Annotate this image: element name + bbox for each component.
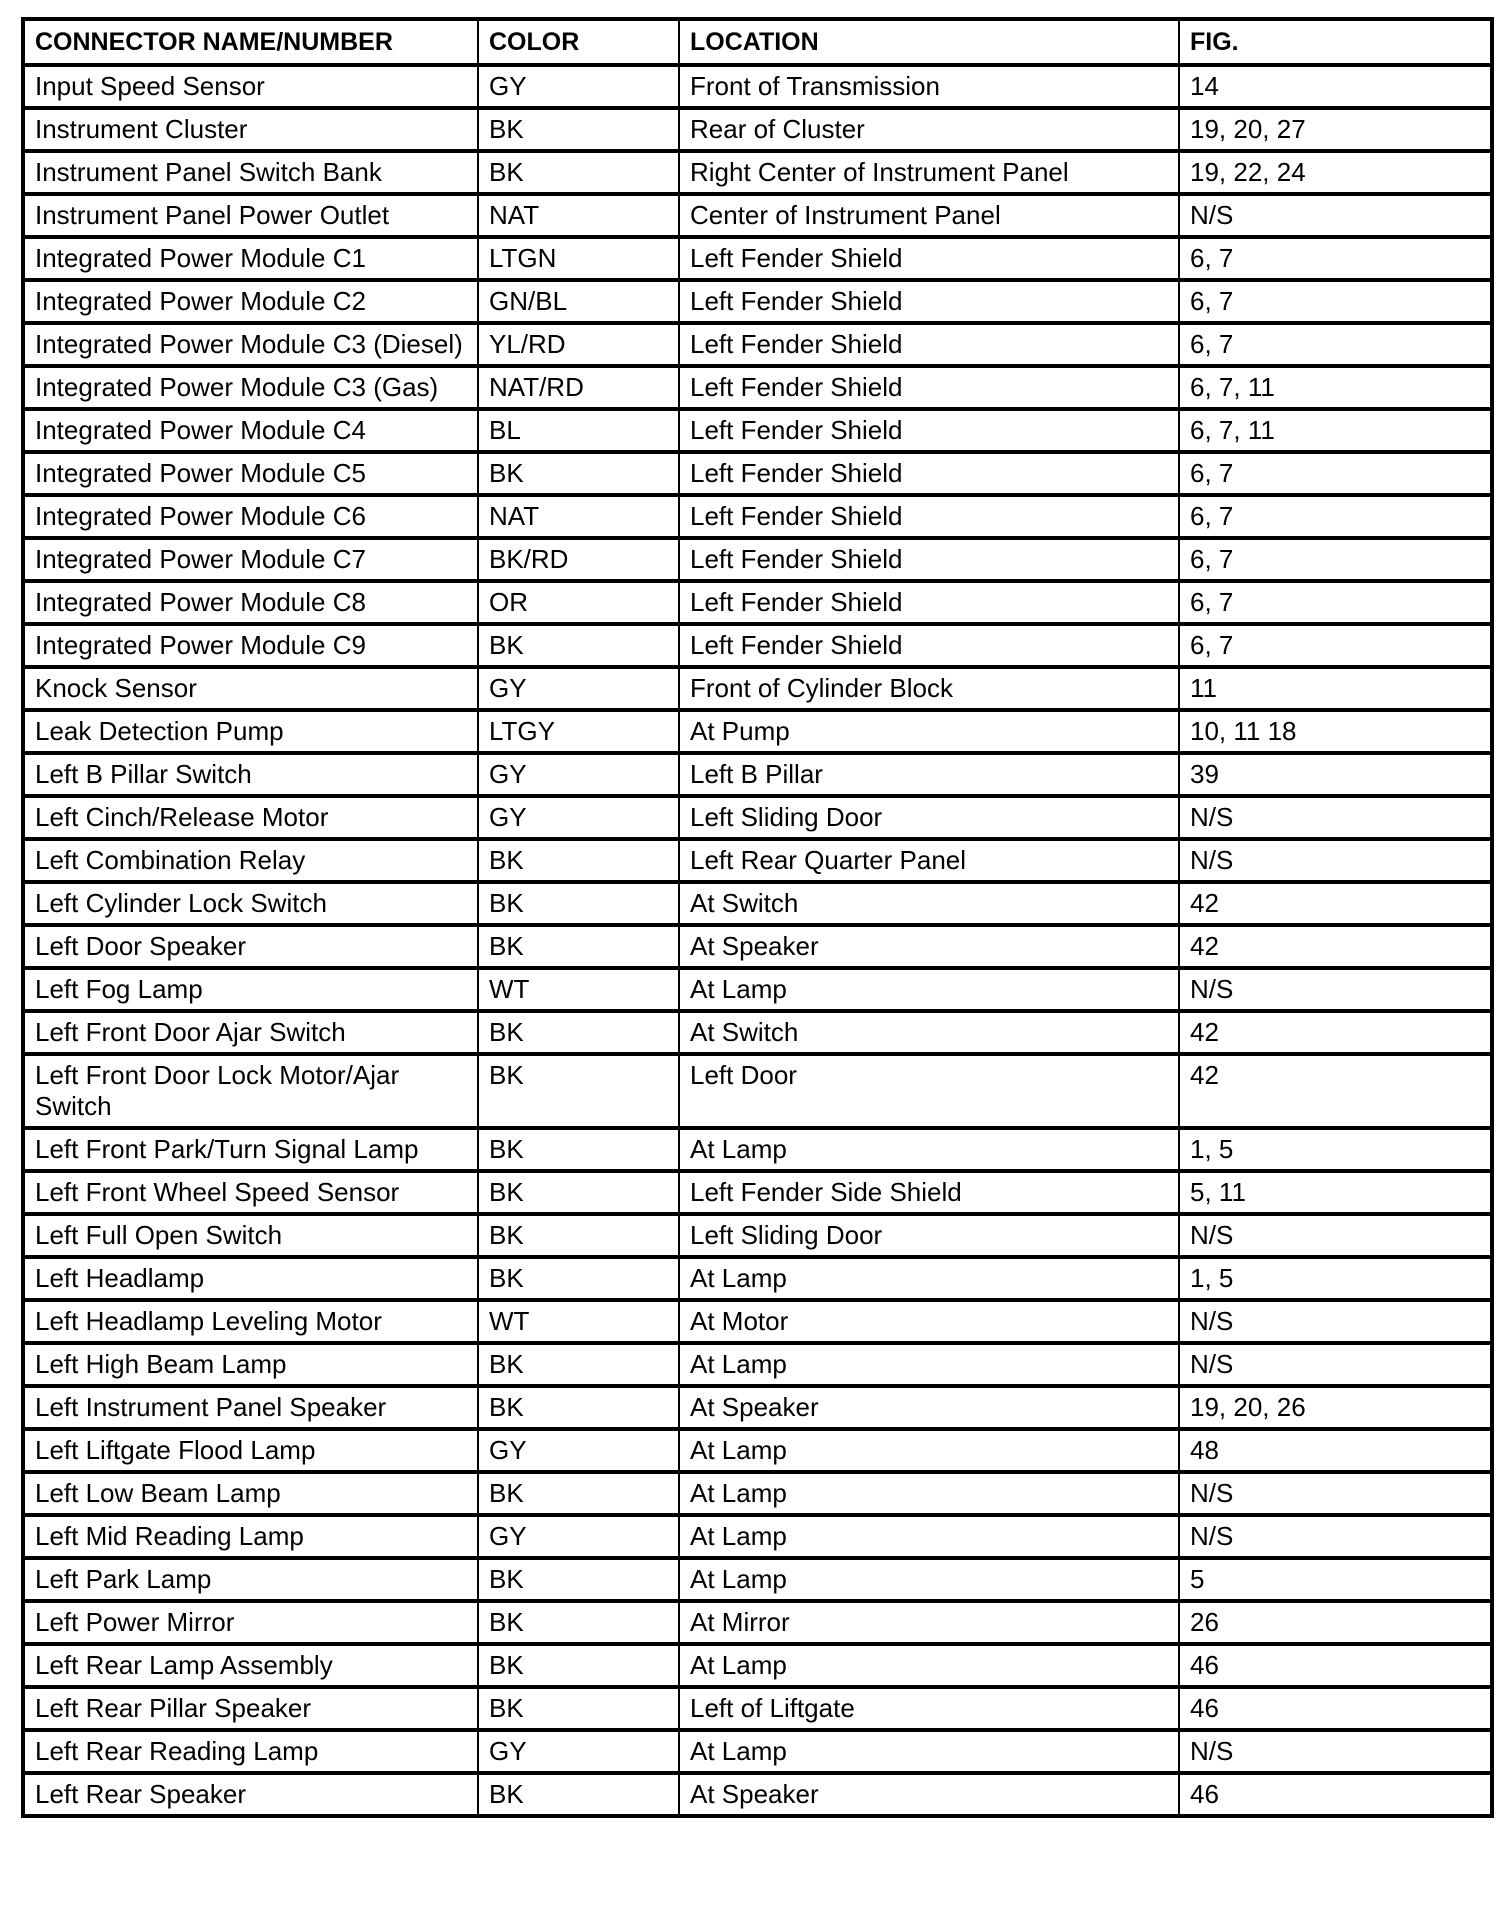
cell-connector-name: Left Door Speaker — [23, 925, 478, 968]
cell-fig: 5 — [1179, 1558, 1492, 1601]
cell-color: BL — [478, 409, 679, 452]
cell-location: At Mirror — [679, 1601, 1179, 1644]
table-row — [23, 108, 1492, 151]
table-row — [23, 753, 1492, 796]
cell-connector-name: Instrument Panel Switch Bank — [23, 151, 478, 194]
table-row — [23, 667, 1492, 710]
cell-connector-name: Knock Sensor — [23, 667, 478, 710]
cell-fig: N/S — [1179, 1730, 1492, 1773]
cell-fig: 1, 5 — [1179, 1128, 1492, 1171]
cell-connector-name: Left Rear Lamp Assembly — [23, 1644, 478, 1687]
cell-connector-name: Left Rear Pillar Speaker — [23, 1687, 478, 1730]
header-location: LOCATION — [679, 19, 1179, 65]
table-row — [23, 237, 1492, 280]
table-row — [23, 1214, 1492, 1257]
cell-connector-name: Integrated Power Module C5 — [23, 452, 478, 495]
table-row — [23, 1343, 1492, 1386]
cell-location: At Lamp — [679, 1730, 1179, 1773]
cell-location: At Lamp — [679, 968, 1179, 1011]
cell-location: At Lamp — [679, 1128, 1179, 1171]
cell-connector-name: Integrated Power Module C6 — [23, 495, 478, 538]
cell-connector-name: Left Fog Lamp — [23, 968, 478, 1011]
cell-connector-name: Left Instrument Panel Speaker — [23, 1386, 478, 1429]
cell-fig: 19, 20, 27 — [1179, 108, 1492, 151]
cell-color: BK — [478, 1128, 679, 1171]
cell-location: Left Fender Shield — [679, 366, 1179, 409]
cell-color: NAT/RD — [478, 366, 679, 409]
cell-location: At Lamp — [679, 1257, 1179, 1300]
cell-color: BK — [478, 925, 679, 968]
cell-fig: 26 — [1179, 1601, 1492, 1644]
cell-fig: 39 — [1179, 753, 1492, 796]
table-row — [23, 65, 1492, 108]
cell-connector-name: Left Cinch/Release Motor — [23, 796, 478, 839]
cell-fig: 6, 7 — [1179, 280, 1492, 323]
cell-color: BK — [478, 1011, 679, 1054]
cell-connector-name: Integrated Power Module C1 — [23, 237, 478, 280]
cell-connector-name: Instrument Panel Power Outlet — [23, 194, 478, 237]
cell-location: Left Rear Quarter Panel — [679, 839, 1179, 882]
cell-location: At Switch — [679, 1011, 1179, 1054]
cell-connector-name: Left Front Park/Turn Signal Lamp — [23, 1128, 478, 1171]
cell-color: BK — [478, 1472, 679, 1515]
cell-location: At Lamp — [679, 1558, 1179, 1601]
cell-location: Left Fender Shield — [679, 280, 1179, 323]
cell-fig: N/S — [1179, 1343, 1492, 1386]
table-row — [23, 1558, 1492, 1601]
cell-location: At Switch — [679, 882, 1179, 925]
cell-connector-name: Integrated Power Module C9 — [23, 624, 478, 667]
cell-fig: N/S — [1179, 1300, 1492, 1343]
cell-fig: 46 — [1179, 1773, 1492, 1816]
cell-location: At Speaker — [679, 1386, 1179, 1429]
table-row — [23, 1429, 1492, 1472]
cell-color: NAT — [478, 495, 679, 538]
cell-fig: 6, 7, 11 — [1179, 409, 1492, 452]
cell-connector-name: Left Full Open Switch — [23, 1214, 478, 1257]
cell-connector-name: Left Combination Relay — [23, 839, 478, 882]
table-row — [23, 1730, 1492, 1773]
cell-location: At Speaker — [679, 925, 1179, 968]
table-row — [23, 1472, 1492, 1515]
cell-location: At Speaker — [679, 1773, 1179, 1816]
table-row — [23, 882, 1492, 925]
cell-connector-name: Integrated Power Module C3 (Gas) — [23, 366, 478, 409]
cell-fig: 19, 20, 26 — [1179, 1386, 1492, 1429]
cell-color: BK — [478, 1171, 679, 1214]
cell-fig: 1, 5 — [1179, 1257, 1492, 1300]
cell-color: BK — [478, 108, 679, 151]
table-row — [23, 151, 1492, 194]
cell-location: Left Fender Shield — [679, 409, 1179, 452]
cell-connector-name: Left Rear Speaker — [23, 1773, 478, 1816]
cell-location: Left of Liftgate — [679, 1687, 1179, 1730]
cell-location: Left Sliding Door — [679, 796, 1179, 839]
header-row — [23, 19, 1492, 65]
cell-color: BK — [478, 1601, 679, 1644]
cell-color: BK/RD — [478, 538, 679, 581]
cell-location: At Pump — [679, 710, 1179, 753]
table-row — [23, 1171, 1492, 1214]
cell-fig: 6, 7 — [1179, 624, 1492, 667]
cell-location: At Lamp — [679, 1472, 1179, 1515]
cell-location: Left Fender Side Shield — [679, 1171, 1179, 1214]
cell-connector-name: Input Speed Sensor — [23, 65, 478, 108]
cell-fig: 48 — [1179, 1429, 1492, 1472]
table-row — [23, 452, 1492, 495]
cell-fig: 6, 7 — [1179, 581, 1492, 624]
cell-fig: N/S — [1179, 796, 1492, 839]
cell-color: LTGN — [478, 237, 679, 280]
cell-connector-name: Left Park Lamp — [23, 1558, 478, 1601]
cell-location: Front of Transmission — [679, 65, 1179, 108]
header-fig: FIG. — [1179, 19, 1492, 65]
cell-connector-name: Left Power Mirror — [23, 1601, 478, 1644]
cell-fig: N/S — [1179, 839, 1492, 882]
cell-connector-name: Integrated Power Module C8 — [23, 581, 478, 624]
cell-fig: 6, 7 — [1179, 538, 1492, 581]
cell-fig: 10, 11 18 — [1179, 710, 1492, 753]
table-row — [23, 1386, 1492, 1429]
cell-connector-name: Left High Beam Lamp — [23, 1343, 478, 1386]
cell-connector-name: Left Headlamp Leveling Motor — [23, 1300, 478, 1343]
connector-table — [21, 17, 1494, 1818]
cell-fig: 6, 7 — [1179, 237, 1492, 280]
table-row — [23, 1601, 1492, 1644]
cell-location: Center of Instrument Panel — [679, 194, 1179, 237]
cell-fig: 6, 7 — [1179, 495, 1492, 538]
cell-color: GY — [478, 796, 679, 839]
cell-connector-name: Integrated Power Module C7 — [23, 538, 478, 581]
cell-color: OR — [478, 581, 679, 624]
cell-fig: 42 — [1179, 925, 1492, 968]
cell-color: BK — [478, 624, 679, 667]
cell-color: BK — [478, 839, 679, 882]
cell-color: BK — [478, 452, 679, 495]
cell-fig: 6, 7 — [1179, 323, 1492, 366]
cell-color: BK — [478, 1386, 679, 1429]
cell-connector-name: Left B Pillar Switch — [23, 753, 478, 796]
cell-color: GN/BL — [478, 280, 679, 323]
cell-fig: 46 — [1179, 1644, 1492, 1687]
table-row — [23, 710, 1492, 753]
cell-location: Left B Pillar — [679, 753, 1179, 796]
cell-fig: N/S — [1179, 968, 1492, 1011]
cell-fig: N/S — [1179, 194, 1492, 237]
cell-color: BK — [478, 882, 679, 925]
cell-fig: N/S — [1179, 1472, 1492, 1515]
header-color: COLOR — [478, 19, 679, 65]
cell-fig: 19, 22, 24 — [1179, 151, 1492, 194]
cell-color: BK — [478, 1257, 679, 1300]
cell-color: GY — [478, 1730, 679, 1773]
cell-location: At Lamp — [679, 1644, 1179, 1687]
table-row — [23, 1257, 1492, 1300]
cell-fig: 6, 7 — [1179, 452, 1492, 495]
cell-connector-name: Instrument Cluster — [23, 108, 478, 151]
cell-color: GY — [478, 753, 679, 796]
cell-connector-name: Left Cylinder Lock Switch — [23, 882, 478, 925]
cell-color: GY — [478, 65, 679, 108]
cell-connector-name: Integrated Power Module C3 (Diesel) — [23, 323, 478, 366]
cell-color: GY — [478, 667, 679, 710]
cell-color: BK — [478, 1644, 679, 1687]
cell-location: Rear of Cluster — [679, 108, 1179, 151]
cell-location: Left Fender Shield — [679, 495, 1179, 538]
table-row — [23, 194, 1492, 237]
table-row — [23, 1300, 1492, 1343]
table-row — [23, 1515, 1492, 1558]
table-row — [23, 538, 1492, 581]
cell-fig: 11 — [1179, 667, 1492, 710]
table-row — [23, 495, 1492, 538]
table-row — [23, 323, 1492, 366]
cell-fig: N/S — [1179, 1214, 1492, 1257]
cell-color: BK — [478, 1558, 679, 1601]
cell-location: Left Fender Shield — [679, 323, 1179, 366]
table-row — [23, 968, 1492, 1011]
cell-connector-name: Left Headlamp — [23, 1257, 478, 1300]
cell-fig: 42 — [1179, 882, 1492, 925]
cell-connector-name: Left Mid Reading Lamp — [23, 1515, 478, 1558]
cell-location: Left Fender Shield — [679, 538, 1179, 581]
cell-connector-name: Left Rear Reading Lamp — [23, 1730, 478, 1773]
table-row — [23, 1054, 1492, 1128]
cell-color: BK — [478, 1773, 679, 1816]
table-row — [23, 796, 1492, 839]
cell-connector-name: Left Front Door Ajar Switch — [23, 1011, 478, 1054]
cell-fig: 46 — [1179, 1687, 1492, 1730]
cell-location: At Lamp — [679, 1343, 1179, 1386]
cell-color: GY — [478, 1429, 679, 1472]
cell-location: At Motor — [679, 1300, 1179, 1343]
cell-location: Left Sliding Door — [679, 1214, 1179, 1257]
cell-fig: 14 — [1179, 65, 1492, 108]
cell-location: Left Door — [679, 1054, 1179, 1128]
cell-location: Left Fender Shield — [679, 581, 1179, 624]
cell-color: GY — [478, 1515, 679, 1558]
cell-connector-name: Integrated Power Module C2 — [23, 280, 478, 323]
cell-color: BK — [478, 1343, 679, 1386]
cell-connector-name: Leak Detection Pump — [23, 710, 478, 753]
cell-color: BK — [478, 1687, 679, 1730]
table-row — [23, 409, 1492, 452]
table-row — [23, 925, 1492, 968]
cell-location: Left Fender Shield — [679, 237, 1179, 280]
header-connector: CONNECTOR NAME/NUMBER — [23, 19, 478, 65]
cell-color: NAT — [478, 194, 679, 237]
table-row — [23, 839, 1492, 882]
table-row — [23, 366, 1492, 409]
cell-location: Right Center of Instrument Panel — [679, 151, 1179, 194]
cell-connector-name: Left Liftgate Flood Lamp — [23, 1429, 478, 1472]
cell-color: BK — [478, 1214, 679, 1257]
cell-fig: 5, 11 — [1179, 1171, 1492, 1214]
cell-color: BK — [478, 1054, 679, 1128]
cell-connector-name: Left Front Door Lock Motor/Ajar Switch — [23, 1054, 478, 1128]
cell-location: At Lamp — [679, 1429, 1179, 1472]
cell-color: YL/RD — [478, 323, 679, 366]
cell-color: LTGY — [478, 710, 679, 753]
cell-color: WT — [478, 968, 679, 1011]
table-row — [23, 1011, 1492, 1054]
cell-fig: N/S — [1179, 1515, 1492, 1558]
table-row — [23, 1773, 1492, 1816]
table-row — [23, 1128, 1492, 1171]
cell-color: BK — [478, 151, 679, 194]
table-row — [23, 1644, 1492, 1687]
cell-connector-name: Integrated Power Module C4 — [23, 409, 478, 452]
cell-fig: 42 — [1179, 1054, 1492, 1128]
cell-color: WT — [478, 1300, 679, 1343]
cell-location: Front of Cylinder Block — [679, 667, 1179, 710]
cell-fig: 6, 7, 11 — [1179, 366, 1492, 409]
cell-location: At Lamp — [679, 1515, 1179, 1558]
cell-location: Left Fender Shield — [679, 624, 1179, 667]
table-row — [23, 581, 1492, 624]
cell-fig: 42 — [1179, 1011, 1492, 1054]
cell-connector-name: Left Low Beam Lamp — [23, 1472, 478, 1515]
table-row — [23, 1687, 1492, 1730]
cell-location: Left Fender Shield — [679, 452, 1179, 495]
cell-connector-name: Left Front Wheel Speed Sensor — [23, 1171, 478, 1214]
table-row — [23, 280, 1492, 323]
table-row — [23, 624, 1492, 667]
